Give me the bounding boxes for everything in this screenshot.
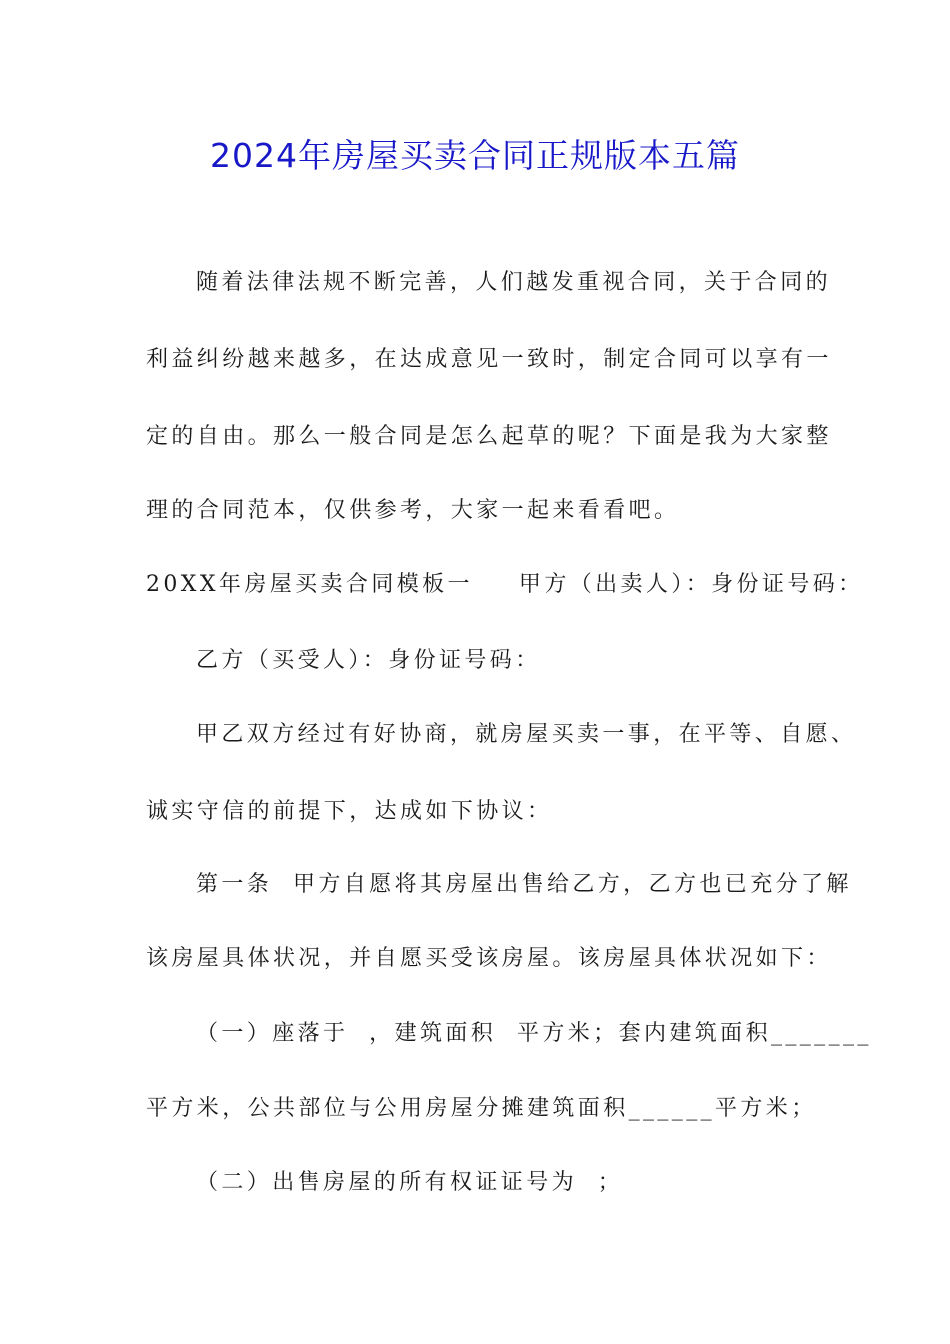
paragraph-line: 该房屋具体状况，并自愿买受该房屋。该房屋具体状况如下： xyxy=(146,946,832,971)
paragraph-line: 甲乙双方经过有好协商，就房屋买卖一事，在平等、自愿、 xyxy=(196,722,857,747)
document-title: 2024年房屋买卖合同正规版本五篇 xyxy=(210,136,740,175)
article-one-line: 第一条 甲方自愿将其房屋出售给乙方，乙方也已充分了解 xyxy=(196,872,852,897)
clause-two-line: （二）出售房屋的所有权证证号为 ； xyxy=(196,1170,624,1195)
paragraph-line: 随着法律法规不断完善，人们越发重视合同，关于合同的 xyxy=(196,270,832,295)
clause-one-line: （一）座落于 ，建筑面积 平方米；套内建筑面积_______ xyxy=(196,1021,872,1046)
paragraph-line: 利益纠纷越来越多，在达成意见一致时，制定合同可以享有一 xyxy=(146,347,832,372)
party-a-label: 甲方（出卖人）：身份证号码： xyxy=(518,572,864,597)
paragraph-line: 诚实守信的前提下，达成如下协议： xyxy=(146,799,553,824)
contract-heading-line xyxy=(146,570,864,600)
paragraph-line: 平方米，公共部位与公用房屋分摊建筑面积______平方米； xyxy=(146,1096,817,1121)
party-b-label: 乙方（买受人）：身份证号码： xyxy=(196,648,541,673)
paragraph-line: 理的合同范本，仅供参考，大家一起来看看吧。 xyxy=(146,498,680,523)
contract-template-heading: 20XX年房屋买卖合同模板一 xyxy=(146,572,473,597)
paragraph-line: 定的自由。那么一般合同是怎么起草的呢？下面是我为大家整 xyxy=(146,424,832,449)
